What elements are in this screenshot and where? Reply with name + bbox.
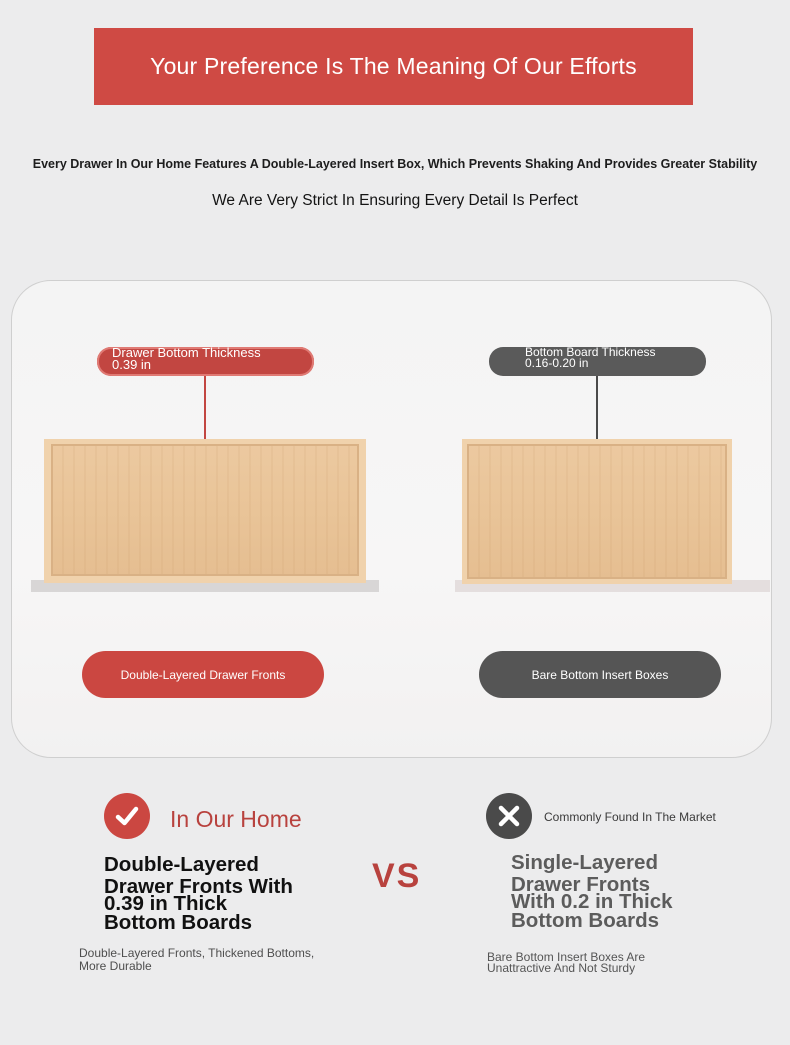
- left-drawer-image: [44, 439, 366, 583]
- double-layered-label: Double-Layered Drawer Fronts: [82, 651, 324, 698]
- left-thickness-callout: [97, 347, 314, 376]
- intro-description: Every Drawer In Our Home Features A Double-Layered Insert Box, Which Prevents Shaking And Provides Greater Stability: [32, 157, 758, 171]
- market-title: Commonly Found In The Market: [544, 810, 716, 824]
- market-headline-line: Drawer Fronts: [511, 873, 650, 896]
- cross-icon: [486, 793, 532, 839]
- home-note-line: Double-Layered Fronts, Thickened Bottoms,: [79, 946, 315, 960]
- right-callout-label: Bottom Board Thickness: [525, 345, 656, 359]
- check-icon: [104, 793, 150, 839]
- right-callout-value: 0.16-0.20 in: [525, 356, 589, 370]
- home-headline-line: Double-Layered: [104, 853, 259, 876]
- home-headline: [104, 855, 314, 932]
- header-banner: [94, 28, 693, 105]
- home-note-line: More Durable: [79, 959, 152, 973]
- home-headline-line: Drawer Fronts With: [104, 875, 293, 898]
- left-callout-label: Drawer Bottom Thickness: [112, 345, 261, 360]
- market-headline-line: With 0.2 in Thick: [511, 890, 673, 913]
- right-thickness-callout: [489, 347, 706, 376]
- intro-subheading: We Are Very Strict In Ensuring Every Detail Is Perfect: [212, 192, 578, 209]
- home-headline-line: 0.39 in Thick: [104, 892, 228, 915]
- left-callout-value: 0.39 in: [112, 357, 152, 372]
- home-note: [79, 948, 329, 972]
- market-headline: [511, 853, 711, 930]
- banner-title: Your Preference Is The Meaning Of Our Efforts: [150, 53, 637, 79]
- home-headline-line: Bottom Boards: [104, 911, 253, 934]
- market-note-line: Unattractive And Not Sturdy: [487, 961, 636, 975]
- market-note-line: Bare Bottom Insert Boxes Are: [487, 950, 646, 964]
- bare-bottom-label: Bare Bottom Insert Boxes: [479, 651, 721, 698]
- right-drawer-image: [462, 439, 732, 584]
- home-title: In Our Home: [170, 806, 302, 832]
- market-note: [487, 952, 717, 974]
- market-headline-line: Single-Layered: [511, 851, 658, 874]
- market-headline-line: Bottom Boards: [511, 909, 660, 932]
- vs-label: VS: [372, 857, 422, 895]
